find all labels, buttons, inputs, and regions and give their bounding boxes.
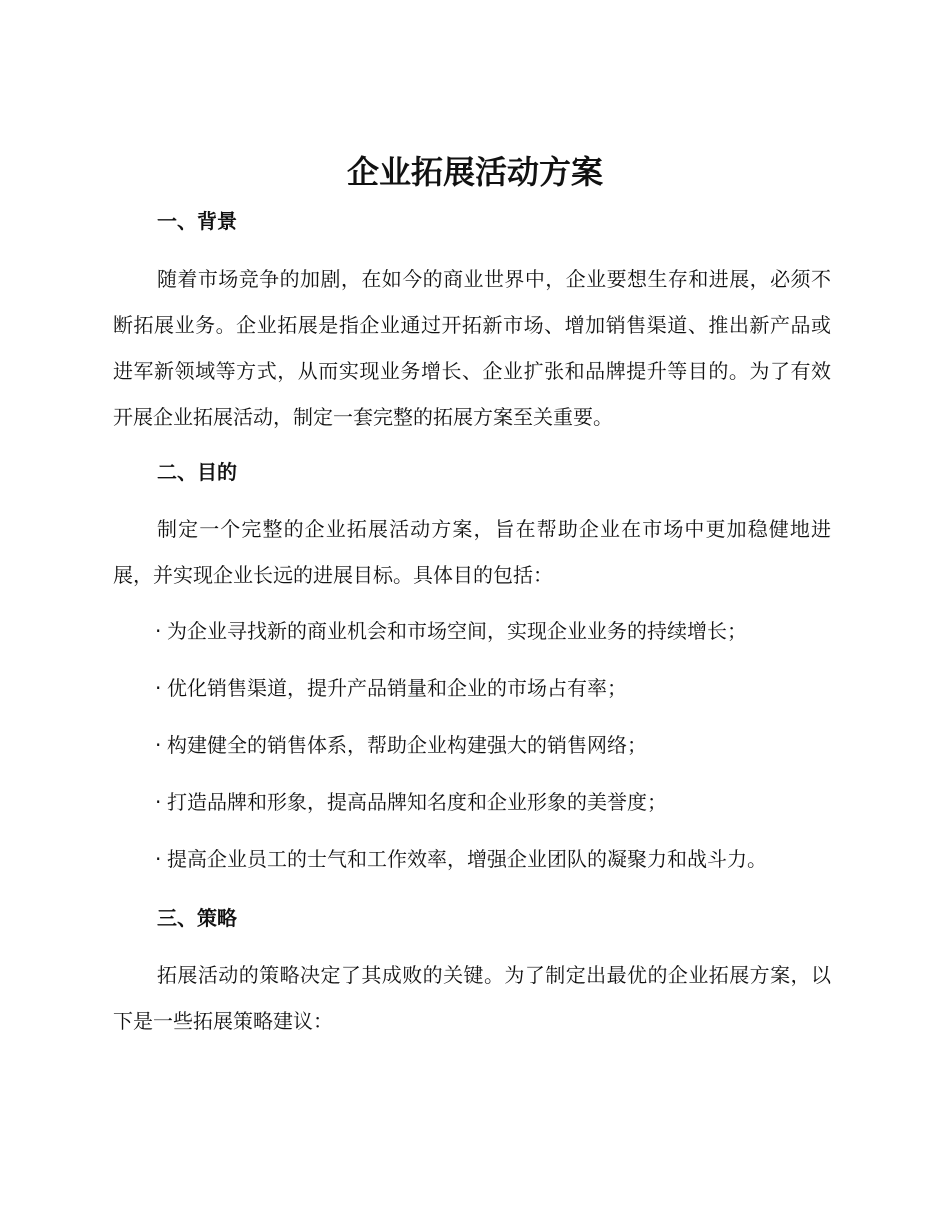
bullet-text: 打造品牌和形象，提高品牌知名度和企业形象的美誉度； <box>167 790 667 814</box>
bullet-dot: · <box>155 847 162 871</box>
purpose-paragraph: 制定一个完整的企业拓展活动方案，旨在帮助企业在市场中更加稳健地进展，并实现企业长远的进展目标。具体目的包括： <box>113 517 831 587</box>
bullet-dot: · <box>155 790 162 814</box>
bullet-text: 构建健全的销售体系，帮助企业构建强大的销售网络； <box>167 733 647 757</box>
purpose-bullet-item <box>155 616 835 646</box>
bullet-text: 提高企业员工的士气和工作效率，增强企业团队的凝聚力和战斗力。 <box>167 847 767 871</box>
section-heading-background: 一、背景 <box>157 209 237 233</box>
purpose-bullet-item <box>155 730 835 760</box>
bullet-dot: · <box>155 676 162 700</box>
bullet-dot: · <box>155 619 162 643</box>
purpose-bullet-item <box>155 787 835 817</box>
bullet-text: 为企业寻找新的商业机会和市场空间，实现企业业务的持续增长； <box>167 619 747 643</box>
section-heading-strategy: 三、策略 <box>157 906 237 930</box>
document-title: 企业拓展活动方案 <box>346 153 603 191</box>
purpose-bullet-item <box>155 673 835 703</box>
bullet-text: 优化销售渠道，提升产品销量和企业的市场占有率； <box>167 676 627 700</box>
bullet-dot: · <box>155 733 162 757</box>
strategy-paragraph: 拓展活动的策略决定了其成败的关键。为了制定出最优的企业拓展方案，以下是一些拓展策略建议： <box>113 963 831 1033</box>
section-heading-purpose: 二、目的 <box>157 460 237 484</box>
purpose-bullet-item <box>155 844 835 874</box>
background-paragraph: 随着市场竞争的加剧，在如今的商业世界中，企业要想生存和进展，必须不断拓展业务。企业拓展是指企业通过开拓新市场、增加销售渠道、推出新产品或进军新领域等方式，从而实现业务增长、企业扩张和品牌提升等目的。为了有效开展企业拓展活动，制定一套完整的拓展方案至关重要。 <box>113 267 831 429</box>
